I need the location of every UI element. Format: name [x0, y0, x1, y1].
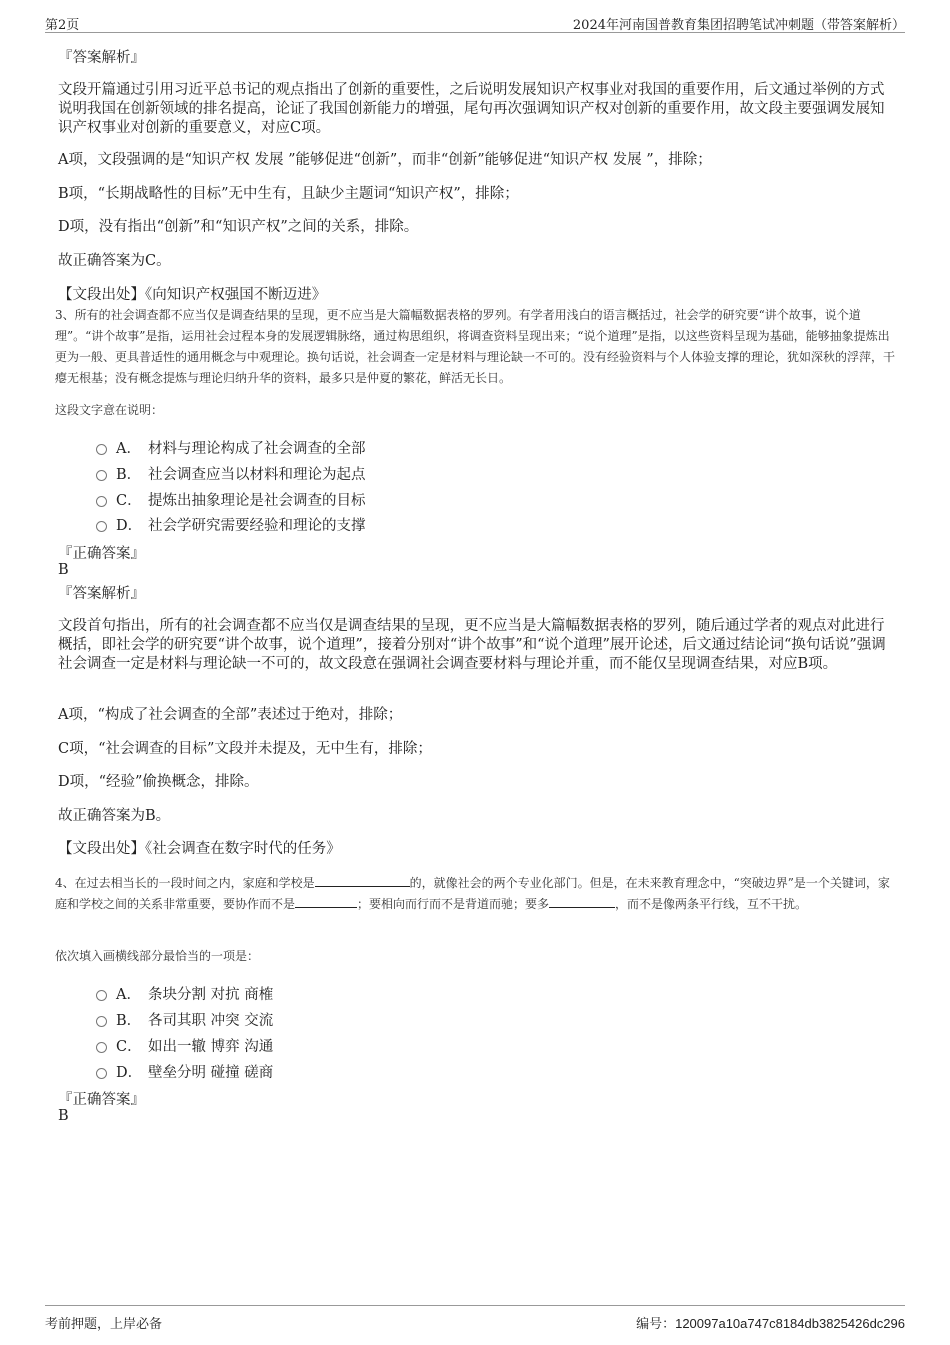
q4-prompt: 依次填入画横线部分最恰当的一项是： [55, 949, 260, 963]
source-title: 《社会调查在数字时代的任务》 [145, 841, 341, 857]
option-text: 壁垒分明 碰撞 磋商 [148, 1064, 274, 1081]
radio-icon[interactable] [96, 444, 107, 455]
q4-text-part-1: 4、在过去相当长的一段时间之内，家庭和学校是 [55, 876, 315, 890]
option-text: 社会学研究需要经验和理论的支撑 [148, 517, 366, 534]
option-letter: C． [116, 492, 142, 509]
q2-option-b-analysis: B项，“长期战略性的目标”无中生有，且缺少主题词“知识产权”，排除； [58, 186, 519, 202]
radio-icon[interactable] [96, 1016, 107, 1027]
q3-option-d[interactable] [96, 514, 366, 534]
q3-option-d-analysis: D项，“经验”偷换概念，排除。 [58, 774, 259, 790]
q2-option-d-analysis: D项，没有指出“创新”和“知识产权”之间的关系，排除。 [58, 219, 419, 235]
q2-source [58, 286, 896, 305]
q3-option-b[interactable] [96, 463, 366, 483]
radio-icon[interactable] [96, 990, 107, 1001]
option-letter: D． [116, 1064, 143, 1081]
source-title: 《向知识产权强国不断迈进》 [145, 287, 327, 303]
q3-analysis-title: 『答案解析』 [58, 586, 145, 602]
radio-icon[interactable] [96, 521, 107, 532]
option-text: 社会调查应当以材料和理论为起点 [148, 466, 366, 483]
fill-blank-2 [295, 895, 357, 908]
q3-conclusion: 故正确答案为B。 [58, 808, 171, 824]
radio-icon[interactable] [96, 470, 107, 481]
fill-blank-1 [315, 874, 410, 887]
q3-option-c[interactable] [96, 489, 366, 509]
code-value: 120097a10a747c8184db3825426dc296 [675, 1316, 905, 1331]
option-letter: B． [116, 1012, 142, 1029]
radio-icon[interactable] [96, 1042, 107, 1053]
q3-answer-title: 『正确答案』 [58, 546, 145, 562]
option-letter: A． [116, 986, 141, 1003]
option-text: 各司其职 冲突 交流 [148, 1012, 274, 1029]
option-letter: D． [116, 517, 143, 534]
q4-option-a[interactable] [96, 983, 273, 1003]
q3-option-a-analysis: A项，“构成了社会调查的全部”表述过于绝对，排除； [58, 707, 403, 723]
radio-icon[interactable] [96, 496, 107, 507]
code-label: 编号： [636, 1316, 676, 1331]
page-footer [45, 1305, 905, 1330]
q3-option-c-analysis: C项，“社会调查的目标”文段并未提及，无中生有，排除； [58, 741, 432, 757]
q4-answer-title: 『正确答案』 [58, 1092, 145, 1108]
q4-text-part-4: ，而不是像两条平行线，互不干扰。 [615, 897, 808, 911]
q2-analysis-title: 『答案解析』 [58, 50, 145, 66]
q3-prompt: 这段文字意在说明： [55, 403, 164, 417]
q2-option-a-analysis: A项，文段强调的是“知识产权 发展 ”能够促进“创新”，而非“创新”能够促进“知识产权 发展 ”，排除； [58, 152, 712, 168]
option-letter: A． [116, 440, 141, 457]
q3-source [58, 840, 896, 859]
radio-icon[interactable] [96, 1068, 107, 1079]
source-label: 【文段出处】 [58, 287, 145, 303]
option-text: 如出一辙 博弈 沟通 [148, 1038, 274, 1055]
option-letter: C． [116, 1038, 142, 1055]
option-text: 提炼出抽象理论是社会调查的目标 [148, 492, 366, 509]
q4-option-c[interactable] [96, 1035, 273, 1055]
q3-question-text: 3、所有的社会调查都不应当仅是调查结果的呈现，更不应当是大篇幅数据表格的罗列。有学者用浅白的语言概括过，社会学的研究要“讲个故事，说个道理”。“讲个故事”是指，运用社会过程本身的发展逻辑脉络，通过构思组织，将调查资料呈现出来；“说个道理”是指，以这些资料呈现为基础，能够抽象提炼出更为一般、更具普适性的通用概念与中观理论。换句话说，社会调查一定是材料与理论缺一不可的。没有经验资料与个人体验支撑的理论，犹如深秋的浮萍，干瘪无根基；没有概念提炼与理论归纳升华的资料，最多只是仲夏的繁花，鲜活无长日。 [55, 308, 896, 385]
q2-conclusion: 故正确答案为C。 [58, 253, 171, 269]
q2-analysis-text: 文段开篇通过引用习近平总书记的观点指出了创新的重要性，之后说明发展知识产权事业对我国的重要作用，后文通过举例的方式说明我国在创新领域的排名提高，论证了我国创新能力的增强，尾句再次强调知识产权对创新的重要作用，故文段主要强调发展知识产权事业对创新的重要意义，对应C项。 [58, 82, 885, 136]
footer-slogan: 考前押题，上岸必备 [45, 1317, 163, 1332]
q3-analysis-text: 文段首句指出，所有的社会调查都不应当仅是调查结果的呈现，更不应当是大篇幅数据表格的罗列，随后通过学者的观点对此进行概括，即社会学的研究要“讲个故事，说个道理”，接着分别对“讲个故事”和“说个道理”展开论述，后文通过结论词“换句话说”强调社会调查一定是材料与理论缺一不可的，故文段意在强调社会调查要材料与理论并重，而不能仅呈现调查结果，对应B项。 [58, 618, 886, 672]
document-title: 2024年河南国普教育集团招聘笔试冲刺题（带答案解析） [572, 18, 905, 33]
option-text: 条块分割 对抗 商榷 [148, 986, 274, 1003]
page-number: 第2页 [45, 18, 80, 33]
page-header [45, 12, 905, 33]
q3-option-a[interactable] [96, 437, 366, 457]
q4-option-d[interactable] [96, 1061, 273, 1081]
q4-text-part-3: ；要相向而行而不是背道而驰；要多 [357, 897, 550, 911]
q3-answer: B [58, 562, 69, 578]
document-code [636, 1313, 905, 1332]
source-label: 【文段出处】 [58, 841, 145, 857]
q4-option-b[interactable] [96, 1009, 273, 1029]
q4-answer: B [58, 1108, 69, 1124]
option-letter: B． [116, 466, 142, 483]
q4-question-text [55, 873, 900, 915]
q4-text-part-2: 的，就像社会的两个专业化部门。但是，在未来教育理念中，“突破边界”是一个关键词，家庭和学校之间的关系非常重要，要协作而不是 [55, 876, 890, 911]
option-text: 材料与理论构成了社会调查的全部 [148, 440, 366, 457]
fill-blank-3 [549, 895, 615, 908]
